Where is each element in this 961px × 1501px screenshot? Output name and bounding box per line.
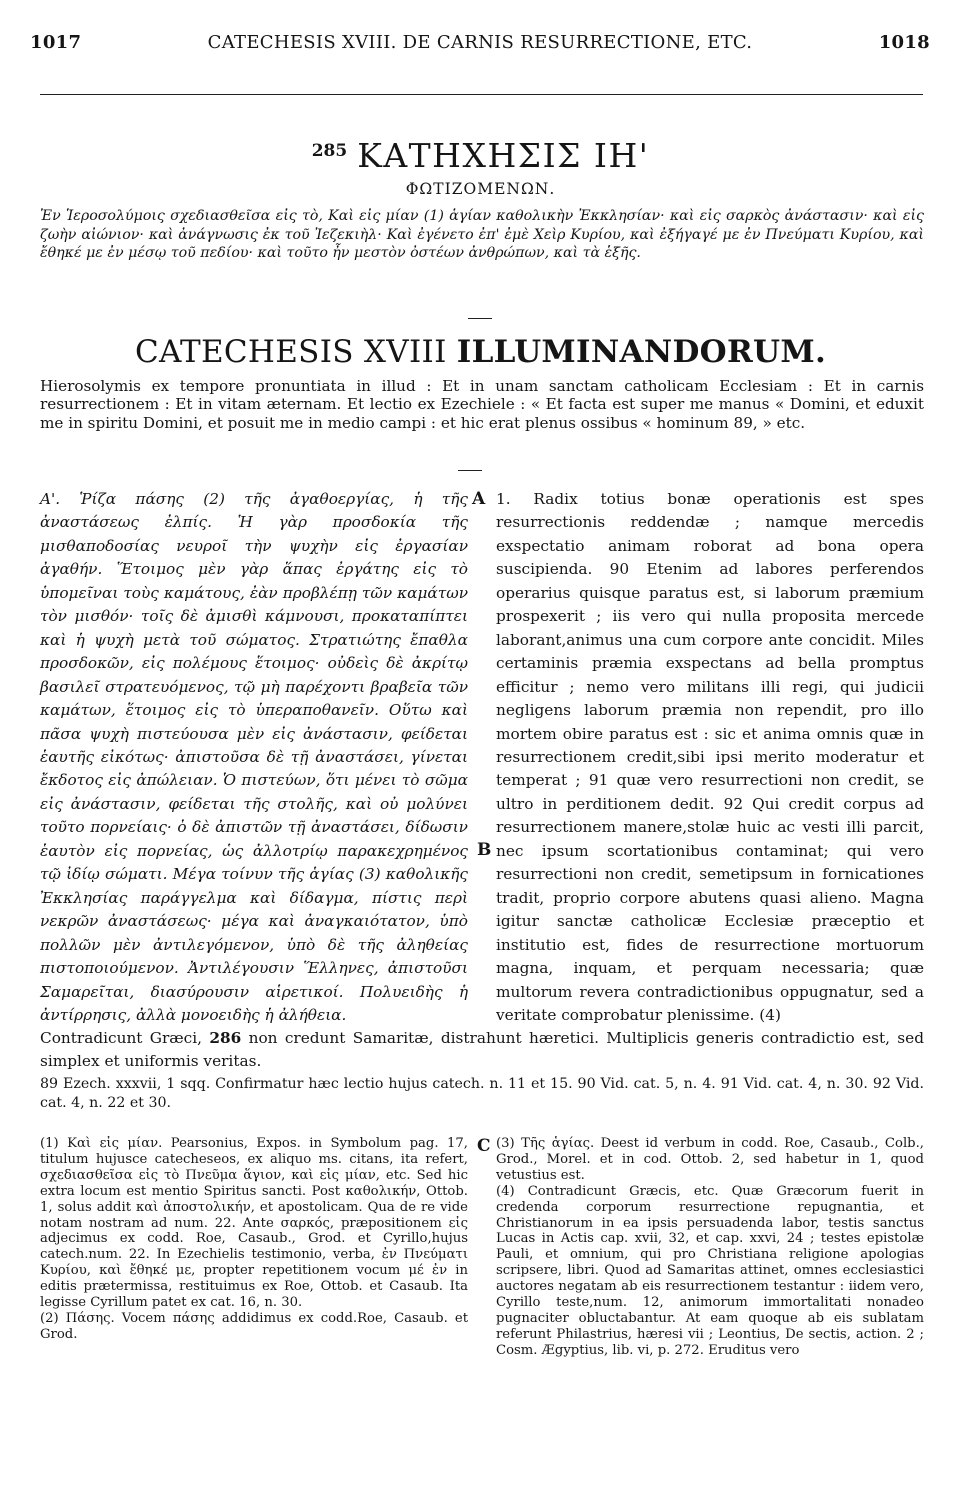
footnote-1: (1) Καὶ εἰς μίαν. Pearsonius, Expos. in Symbolum pag. 17, titulum hujusce catecheseos, ex aliquo ms. citans, ita refert, σχεδιασθεῖσα εἰς τὸ Πνεῦμα ἅγιον, καὶ εἰς μίαν, etc. Sed hic extra locum est mentio Spiritus sancti. Post καθολικήν, Ottob. 1, solus addit καὶ ἀποστολικήν, et apostolicam. Qua de re vide notam nostram ad num. 22. Ante σαρκός, præpositionem εἰς adjecimus ex codd. Roe, Casaub., Grod. et Cyrillo,hujus catech.num. 22. In Ezechielis testimonio, verba, ἐν Πνεύματι Κυρίου, καὶ ἔθηκέ με, propter repetitionem vocum μέ ἐν in editis prætermissa, restituimus ex Roe, Ottob. et Casaub. Ita legisse Cyrillum patet ex cat. 16, n. 30. xyxy=(40,1136,468,1311)
source-page-number: 285 xyxy=(311,141,348,161)
greek-intro: Ἐν Ἱεροσολύμοις σχεδιασθεῖσα εἰς τὸ, Καὶ εἰς μίαν (1) ἁγίαν καθολικὴν Ἐκκλησίαν· καὶ εἰς σαρκὸς ἀνάστασιν· καὶ εἰς ζωὴν αἰώνιον· καὶ ἀνάγνωσις ἐκ τοῦ Ἰεζεκιὴλ· Καὶ ἐγένετο ἐπ' ἐμὲ Χεὶρ Κυρίου, καὶ ἐξήγαγέ με ἐν Πνεύματι Κυρίου, καὶ ἔθηκέ με ἐν μέσῳ τοῦ πεδίου· καὶ τοῦτο ἦν μεστὸν ὀστέων ἀνθρώπων, καὶ τὰ ἑξῆς. xyxy=(40,208,924,262)
margin-marker-c: C xyxy=(477,1136,491,1156)
separator-dash-1 xyxy=(468,318,492,319)
source-page-marker: 286 xyxy=(209,1029,242,1047)
greek-title-text: ΚΑΤΗΧΗΣΙΣ ΙΗ' xyxy=(357,136,650,175)
margin-marker-b: B xyxy=(477,840,492,860)
latin-title xyxy=(0,334,961,370)
latin-title-a: CATECHESIS XVIII xyxy=(134,334,457,370)
greek-column xyxy=(40,488,468,1027)
tail-text-b: non credunt Samaritæ, distrahunt hæretici. Multiplicis generis contradictio est, sed simplex et uniformis veritas. xyxy=(40,1029,925,1071)
footnote-3: (3) Τῆς ἁγίας. Deest id verbum in codd. Roe, Casaub., Colb., Grod., Morel. et in cod. Ottob. 2, sed habetur in 1, quod vetustius est. xyxy=(496,1136,924,1183)
margin-marker-a: A xyxy=(472,489,486,509)
footnotes-left xyxy=(40,1136,468,1343)
continuation-paragraph xyxy=(40,1027,924,1074)
greek-text-part1: Α'. Ῥίζα πάσης (2) τῆς ἀγαθοεργίας, ἡ τῆς ἀναστάσεως ἐλπίς. Ἡ γὰρ προσδοκία τῆς μισθαποδοσίας νευροῖ τὴν ψυχὴν εἰς ἐργασίαν ἀγαθήν. Ἕτοιμος μὲν γὰρ ἅπας ἐργάτης εἰς τὸ ὑπομεῖναι τοὺς καμάτους, ἐὰν προβλέπῃ τῶν καμάτων τὸν μισθόν· τοῖς δὲ ἀμισθὶ κάμνουσι, προκαταπίπτει καὶ ἡ ψυχὴ μετὰ τοῦ σώματος. Στρατιώτης ἔπαθλα προσδοκῶν, εἰς πολέμους ἕτοιμος· οὐδεὶς δὲ ἀκρίτῳ βασιλεῖ στρατευόμενος, τῷ μὴ παρέχοντι βραβεῖα τῶν καμάτων, ἕτοιμος εἰς τὸ ὑπεραποθανεῖν. Οὕτω καὶ πᾶσα ψυχὴ πιστεύουσα μὲν εἰς ἀνάστασιν, φείδεται ἑαυτῆς εἰκότως· ἀπιστοῦσα δὲ τῇ ἀναστάσει, γίνεται ἔκδοτος εἰς ἀπώλειαν. Ὁ πιστεύων, ὅτι μένει τὸ σῶμα εἰς ἀνάστασιν, φείδεται τῆς στολῆς, καὶ οὐ μολύνει τοῦτο πορνείαις· ὁ δὲ ἀπιστῶν τῇ ἀναστάσει, δίδωσιν ἑαυτὸν εἰς πορνείας, ὡς ἀλλοτρίῳ παρακεχρημένος τῷ xyxy=(40,490,468,884)
tail-text-a: Contradicunt Græci, xyxy=(40,1029,210,1047)
reference-notes xyxy=(40,1075,924,1113)
footnote-2: (2) Πάσης. Vocem πάσης addidimus ex codd.Roe, Casaub. et Grod. xyxy=(40,1310,468,1342)
latin-intro: Hierosolymis ex tempore pronuntiata in illud : Et in unam sanctam catholicam Ecclesiam : Et in carnis resurrectionem : Et in vitam æternam. Et lectio ex Ezechiele : « Et facta est super me manus « Domini, et eduxit me in spiritu Domini, et posuit me in medio campi : et hic erat plenus ossibus « hominum 89, » etc. xyxy=(40,377,924,432)
page-number-left: 1017 xyxy=(30,32,82,53)
footnote-4: (4) Contradicunt Græcis, etc. Quæ Græcorum fuerit in credenda corporum resurrectione repugnantia, et Christianorum in ea ipsis persuadenda labor, testis sanctus Lucas in Actis cap. xvii, 32, et cap. xxvi, 24 ; testes epistolæ Pauli, et omnium, qui pro Christiana religione apologias scripsere, libri. Quod ad Samaritas attinet, omnes ecclesiastici auctores negatam ab eis resurrectionem testantur : iidem vero, Cyrillo teste,num. 12, animorum immortalitati nonadeo pugnaciter obluctabantur. At eam quoque ab eis sublatam referunt Philastrius, hæresi vii ; Leontius, De sectis, action. 2 ; Cosm. Ægyptius, lib. vi, p. 272. Eruditus vero xyxy=(496,1183,924,1358)
running-title: CATECHESIS XVIII. DE CARNIS RESURRECTIONE, ETC. xyxy=(207,32,753,53)
header-rule xyxy=(40,94,923,95)
separator-dash-2 xyxy=(458,470,482,471)
footnotes-right xyxy=(496,1136,924,1359)
reference-notes-text: 89 Ezech. xxxvii, 1 sqq. Confirmatur hæc lectio hujus catech. n. 11 et 15. 90 Vid. cat. 5, n. 4. 91 Vid. cat. 4, n. 30. 92 Vid. cat. 4, n. 22 et 30. xyxy=(40,1076,924,1111)
greek-title xyxy=(0,136,961,175)
greek-text-part2: ἰδίῳ σώματι. Μέγα τοίνυν τῆς ἁγίας (3) καθολικῆς Ἐκκλησίας παράγγελμα καὶ δίδαγμα, πίστις περὶ νεκρῶν ἀναστάσεως· μέγα καὶ ἀναγκαιότατον, ὑπὸ πολλῶν μὲν ἀντιλεγόμενον, ὑπὸ δὲ τῆς ἀληθείας πιστοποιούμενον. Ἀντιλέγουσιν Ἕλληνες, ἀπιστοῦσι Σαμαρεῖται, διασύρουσιν αἱρετικοί. Πολυειδὴς ἡ ἀντίρρησις, ἀλλὰ μονοειδὴς ἡ ἀλήθεια. xyxy=(40,865,468,1024)
latin-column: 1. Radix totius bonæ operationis est spes resurrectionis reddendæ ; namque mercedis exspectatio animam roborat ad bona opera suscipienda. 90 Etenim ad labores perferendos operarius quisque paratus est, si laborum præmium prospexerit ; iis vero qui nulla proposita mercede laborant,animus una cum corpore ante concidit. Miles certaminis præmia exspectans ad bella promptus efficitur ; nemo vero militans illi regi, qui judicii negligens laborum præmia non rependit, pro illo mortem obire paratus est : sic et anima omnis quæ in resurrectionem credit,sibi ipsi merito moderatur et temperat ; 91 quæ vero resurrectioni non credit, se ultro in perditionem dedit. 92 Qui credit corpus ad resurrectionem manere,stolæ huic ac vesti illi parcit, nec ipsum scortationibus contaminat; qui vero resurrectioni non credit, semetipsum in fornicationes tradit, proprio corpore abutens quasi alieno. Magna igitur sanctæ catholicæ Ecclesiæ præceptio et institutio est, fides de resurrectione mortuorum magna, inquam, et perquam necessaria; quæ multorum revera contradictionibus oppugnatur, sed a veritate comprobatur plenissime. (4) xyxy=(496,490,924,1024)
running-header xyxy=(30,32,930,62)
page-number-right: 1018 xyxy=(878,32,930,53)
latin-title-b: ILLUMINANDORUM. xyxy=(456,334,827,370)
greek-subtitle: ΦΩΤΙΖΟΜΕΝΩΝ. xyxy=(405,180,556,198)
